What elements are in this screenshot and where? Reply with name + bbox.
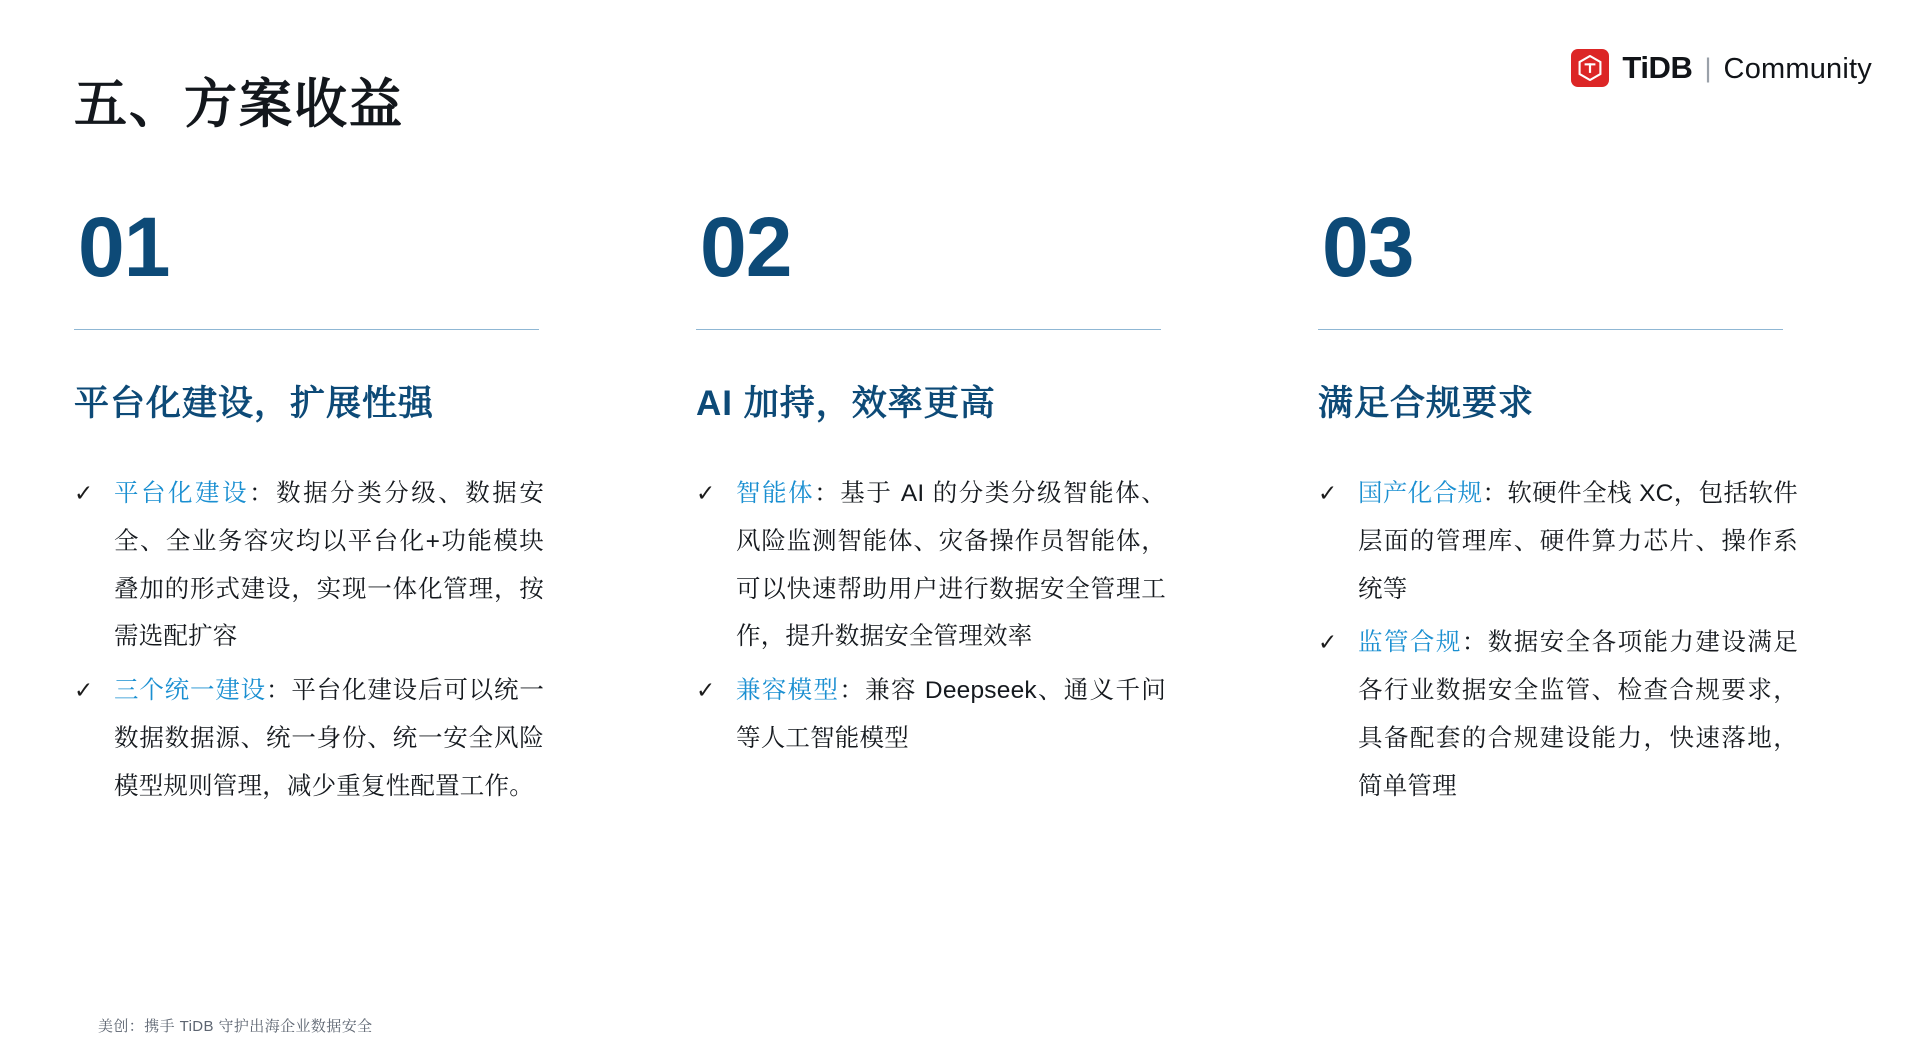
- check-icon: ✓: [1318, 480, 1338, 506]
- check-icon: ✓: [696, 480, 716, 506]
- tidb-logo-icon: [1571, 49, 1609, 87]
- list-item: [696, 470, 1166, 661]
- benefits-columns: [74, 200, 1864, 816]
- bullet-text: [1358, 470, 1798, 613]
- bullet-text: [736, 470, 1166, 661]
- check-icon: ✓: [74, 677, 94, 704]
- column-heading: 平台化建设，扩展性强: [74, 384, 435, 423]
- column-divider: [74, 329, 539, 330]
- column-divider: [696, 329, 1161, 330]
- bullet-list: [1318, 470, 1798, 810]
- bullet-body: 软硬件全栈 XC，包括软件层面的管理库、硬件算力芯片、操作系统等: [1358, 480, 1798, 603]
- bullet-body: 基于 AI 的分类分级智能体、风险监测智能体、灾备操作员智能体，可以快速帮助用户进行数据安全管理工作，提升数据安全管理效率: [736, 480, 1166, 651]
- list-item: [1318, 619, 1798, 810]
- bullet-separator: ：: [266, 677, 292, 705]
- bullet-body: 数据分类分级、数据安全、全业务容灾均以平台化+功能模块叠加的形式建设，实现一体化管理，按需选配扩容: [114, 480, 545, 651]
- brand-separator: |: [1704, 53, 1712, 83]
- brand-suffix: Community: [1723, 53, 1872, 85]
- bullet-body: 平台化建设后可以统一数据数据源、统一身份、统一安全风险模型规则管理，减少重复性配置工作。: [114, 677, 545, 800]
- bullet-separator: ：: [1461, 629, 1488, 657]
- check-icon: ✓: [74, 480, 94, 506]
- bullet-term: 三个统一建设: [114, 677, 266, 705]
- column-number: 01: [78, 200, 170, 294]
- check-icon: ✓: [696, 677, 716, 704]
- bullet-term: 兼容模型: [736, 677, 840, 705]
- column-number: 02: [700, 200, 792, 294]
- list-item: [74, 470, 544, 661]
- bullet-text: [1358, 619, 1798, 810]
- bullet-separator: ：: [249, 480, 277, 507]
- bullet-text: [114, 667, 544, 810]
- bullet-text: [114, 470, 544, 661]
- bullet-term: 国产化合规: [1358, 480, 1483, 507]
- brand-name: TiDB: [1622, 50, 1693, 85]
- benefit-column-03: [1318, 200, 1798, 816]
- check-icon: ✓: [1318, 629, 1338, 656]
- bullet-separator: ：: [814, 480, 841, 507]
- brand-logo: [1571, 48, 1872, 88]
- bullet-body: 数据安全各项能力建设满足各行业数据安全监管、检查合规要求，具备配套的合规建设能力，快速落地，简单管理: [1358, 629, 1798, 800]
- column-number: 03: [1322, 200, 1414, 294]
- list-item: [696, 667, 1166, 763]
- bullet-term: 平台化建设: [114, 480, 250, 507]
- list-item: [74, 667, 544, 810]
- bullet-list: [74, 470, 544, 810]
- bullet-separator: ：: [839, 677, 866, 705]
- bullet-separator: ：: [1482, 480, 1508, 507]
- bullet-text: [736, 667, 1166, 763]
- bullet-list: [696, 470, 1166, 763]
- list-item: [1318, 470, 1798, 613]
- column-heading: AI 加持，效率更高: [696, 384, 996, 423]
- bullet-body: 兼容 Deepseek、通义千问等人工智能模型: [736, 677, 1166, 752]
- bullet-term: 监管合规: [1358, 629, 1462, 657]
- benefit-column-02: [696, 200, 1166, 816]
- bullet-term: 智能体: [736, 480, 815, 507]
- page-title: 五、方案收益: [74, 75, 404, 134]
- benefit-column-01: [74, 200, 545, 816]
- column-divider: [1318, 329, 1783, 330]
- column-heading: 满足合规要求: [1318, 384, 1535, 423]
- slide-footer: 美创：携手 TiDB 守护出海企业数据安全: [98, 1018, 373, 1035]
